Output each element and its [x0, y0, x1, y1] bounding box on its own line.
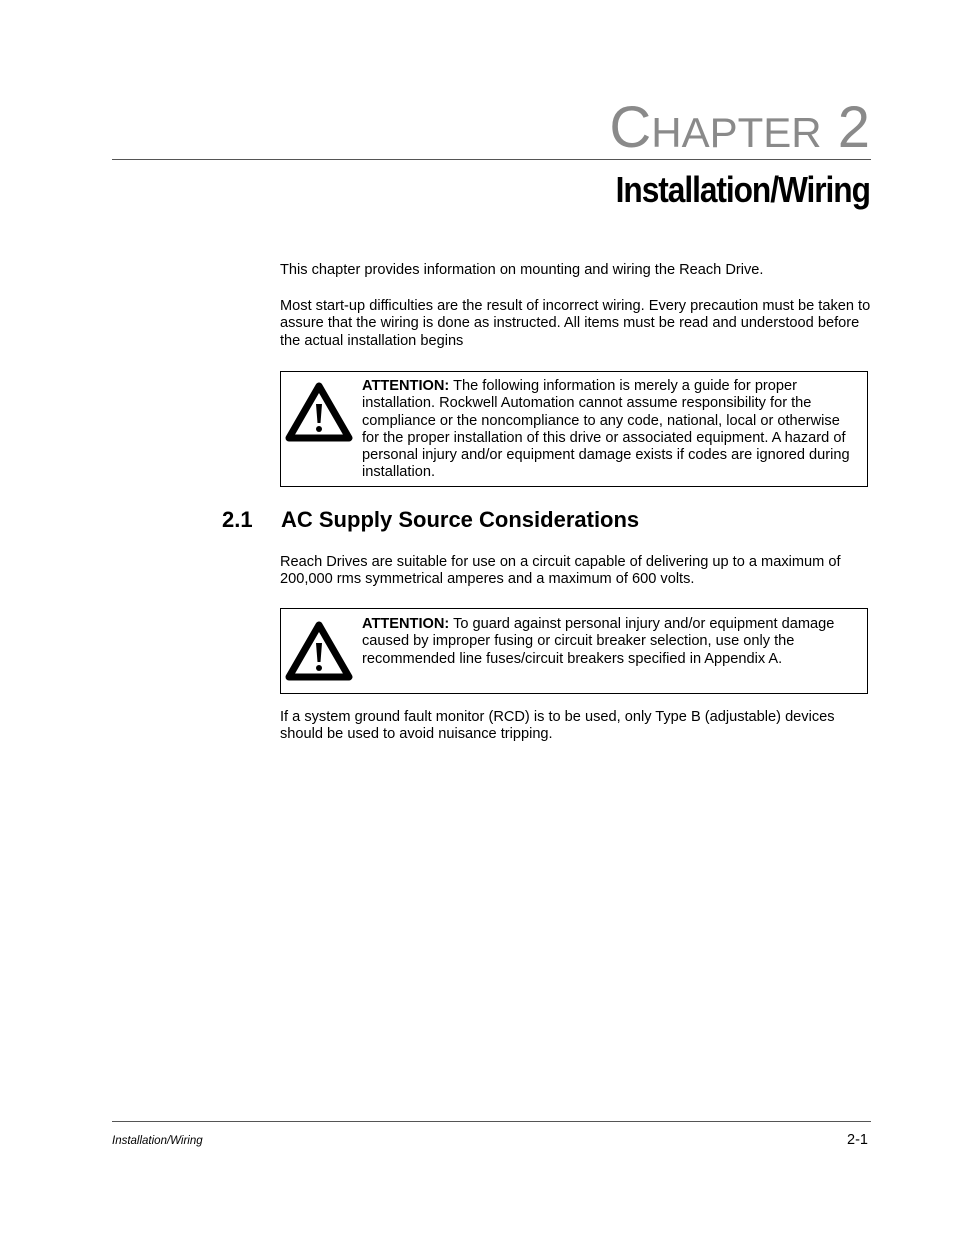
- warning-triangle-icon: [285, 380, 353, 444]
- footer-page-number: 2-1: [847, 1132, 868, 1148]
- chapter-label: [609, 96, 870, 165]
- attention-box-1: [280, 371, 868, 487]
- attention-label-2: ATTENTION:: [362, 616, 450, 632]
- warning-triangle-icon: [285, 619, 353, 683]
- section-title: AC Supply Source Considerations: [281, 507, 640, 532]
- intro-paragraph-2: Most start-up difficulties are the result of incorrect wiring. Every precaution must be taken to assure that the wiring is done as instructed. All items must be read and understood before the actual installation begins: [280, 298, 871, 349]
- chapter-label-initial: C: [609, 95, 652, 160]
- attention-text-2: [362, 616, 851, 668]
- section-paragraph: Reach Drives are suitable for use on a circuit capable of delivering up to a maximum of 200,000 rms symmetrical amperes and a maximum of 600 volts.: [280, 554, 841, 588]
- intro-paragraph-1: This chapter provides information on mounting and wiring the Reach Drive.: [280, 262, 764, 278]
- section-heading: [222, 506, 639, 534]
- chapter-number: [822, 95, 870, 160]
- footer-rule: [112, 1121, 871, 1122]
- header-rule: [112, 159, 871, 160]
- chapter-label-rest: HAPTER: [651, 109, 822, 156]
- attention-body-1: The following information is merely a guide for proper installation. Rockwell Automation cannot assume responsibility for the compliance or the noncompliance to any code, national, local or otherwise for the proper installation of this drive or associated equipment. A hazard of personal injury and/or equipment damage exists if codes are ignored during installation.: [362, 378, 850, 481]
- chapter-title: Installation/Wiring: [615, 169, 870, 210]
- attention-label-1: ATTENTION:: [362, 378, 450, 394]
- attention-box-2: [280, 608, 868, 694]
- attention-body-2: To guard against personal injury and/or equipment damage caused by improper fusing or circuit breaker selection, use only the recommended line fuses/circuit breakers specified in Appendix A.: [362, 616, 835, 667]
- closing-paragraph: If a system ground fault monitor (RCD) is to be used, only Type B (adjustable) devices should be used to avoid nuisance tripping.: [280, 709, 835, 743]
- attention-text-1: [362, 378, 851, 482]
- footer-section-name: Installation/Wiring: [112, 1135, 203, 1147]
- section-number: 2.1: [222, 507, 253, 532]
- chapter-number-value: 2: [837, 95, 870, 160]
